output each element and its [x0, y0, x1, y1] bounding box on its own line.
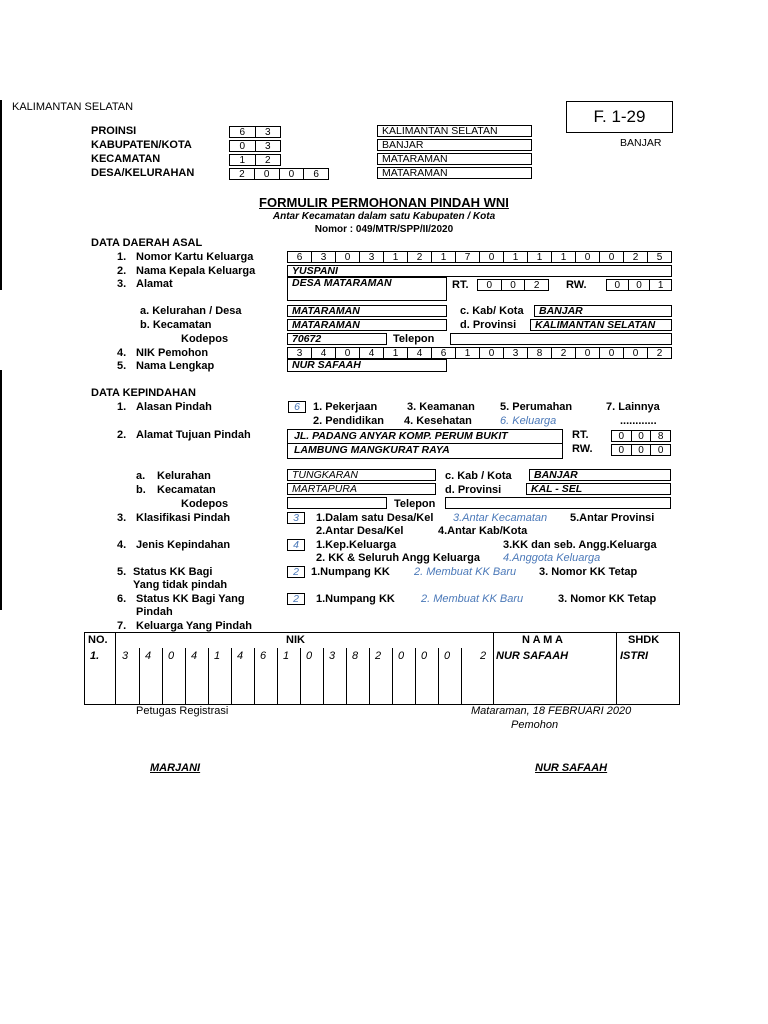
klas-opt-4: 4.Antar Kab/Kota — [438, 525, 528, 537]
alasan-opt-1: 1. Pekerjaan — [313, 401, 378, 413]
status1-opt-3: 3. Nomor KK Tetap — [539, 566, 638, 578]
asal-kodepos-value: 70672 — [287, 333, 387, 345]
table-row-nik-digit: 0 — [306, 650, 313, 662]
status1-opt-2: 2. Membuat KK Baru — [414, 566, 517, 578]
asal-kec-label: b. Kecamatan — [140, 319, 212, 331]
nama-value: NUR SAFAAH — [287, 359, 447, 372]
klas-opt-1: 1.Dalam satu Desa/Kel — [316, 512, 434, 524]
alasan-opt-4: 4. Kesehatan — [404, 415, 472, 427]
tujuan-kel-value: TUNGKARAN — [287, 469, 436, 481]
region-label-desa: DESA/KELURAHAN — [91, 167, 195, 179]
province-top-label: KALIMANTAN SELATAN — [12, 101, 134, 113]
status2-label: Status KK Bagi Yang — [136, 593, 245, 605]
alasan-opt-2: 2. Pendidikan — [313, 415, 384, 427]
status2-value: 2 — [287, 593, 305, 605]
form-number: Nomor : 049/MTR/SPP/II/2020 — [314, 224, 454, 235]
table-header-nama: N A M A — [522, 634, 563, 646]
pemohon-name: NUR SAFAAH — [535, 762, 608, 774]
tujuan-rw-digits: 0 0 0 — [611, 444, 671, 456]
jenis-opt-4: 4.Anggota Keluarga — [503, 552, 601, 564]
pemohon-label: Pemohon — [511, 719, 559, 731]
table-header-shdk: SHDK — [628, 634, 660, 646]
family-table — [84, 632, 680, 705]
status2-opt-2: 2. Membuat KK Baru — [421, 593, 524, 605]
alasan-opt-dots: ............ — [620, 415, 657, 427]
table-row-nik-digit: 2 — [480, 650, 487, 662]
status1-label: Status KK Bagi — [133, 566, 213, 578]
kk-number-digits: 6 3 0 3 1 2 1 7 0 1 1 1 0 0 2 5 — [287, 251, 672, 263]
asal-kec-value: MATARAMAN — [287, 319, 447, 331]
table-row-nik-digit: 6 — [260, 650, 267, 662]
page-edge-bar — [0, 370, 2, 610]
asal-rt-digits: 0 0 2 — [477, 279, 549, 291]
asal-kodepos-label: Kodepos — [181, 333, 229, 345]
status1-value: 2 — [287, 566, 305, 578]
keluarga-label: Keluarga Yang Pindah — [136, 620, 252, 632]
asal-rw-digits: 0 0 1 — [606, 279, 672, 291]
jenis-index: 4. — [117, 539, 127, 551]
table-nik-divider — [277, 648, 278, 705]
region-label-kabupaten: KABUPATEN/KOTA — [91, 139, 192, 151]
tujuan-rt-label: RT. — [572, 429, 589, 441]
jenis-label: Jenis Kepindahan — [136, 539, 231, 551]
table-divider — [493, 632, 494, 705]
table-row-nik-digit: 3 — [329, 650, 336, 662]
table-nik-divider — [208, 648, 209, 705]
tujuan-kab-label: c. Kab / Kota — [445, 470, 512, 482]
asal-rt-label: RT. — [452, 279, 469, 291]
status2-opt-3: 3. Nomor KK Tetap — [558, 593, 657, 605]
alasan-opt-6: 6. Keluarga — [500, 415, 557, 427]
tujuan-rw-label: RW. — [572, 443, 593, 455]
region-name-kecamatan: MATARAMAN — [377, 153, 532, 165]
tujuan-index: 2. — [117, 429, 127, 441]
tujuan-kab-value: BANJAR — [529, 469, 671, 481]
table-nik-divider — [162, 648, 163, 705]
alasan-value: 6 — [288, 401, 306, 413]
section-pindah-heading: DATA KEPINDAHAN — [91, 387, 196, 399]
tujuan-rt-digits: 0 0 8 — [611, 430, 671, 442]
asal-prov-label: d. Provinsi — [460, 319, 517, 331]
klas-label: Klasifikasi Pindah — [136, 512, 231, 524]
region-code-desa: 2 0 0 6 — [229, 168, 329, 180]
asal-kab-value: BANJAR — [534, 305, 672, 317]
kepala-value: YUSPANI — [287, 265, 672, 277]
table-nik-divider — [231, 648, 232, 705]
petugas-label: Petugas Registrasi — [136, 705, 229, 717]
table-nik-divider — [415, 648, 416, 705]
tujuan-kec-value: MARTAPURA — [287, 483, 436, 495]
tujuan-line-2: LAMBUNG MANGKURAT RAYA — [288, 443, 562, 457]
table-row-nik-digit: 3 — [122, 650, 129, 662]
alasan-opt-7: 7. Lainnya — [606, 401, 660, 413]
asal-prov-value: KALIMANTAN SELATAN — [530, 319, 672, 331]
jenis-opt-3: 3.KK dan seb. Angg.Keluarga — [503, 539, 657, 551]
nik-index: 4. — [117, 347, 127, 359]
nik-label: NIK Pemohon — [136, 347, 209, 359]
alasan-index: 1. — [117, 401, 127, 413]
region-label-province: PROINSI — [91, 125, 137, 137]
kepala-label: Nama Kepala Keluarga — [136, 265, 256, 277]
table-row-nik-digit: 2 — [375, 650, 382, 662]
tujuan-line-1: JL. PADANG ANYAR KOMP. PERUM BUKIT — [294, 430, 508, 442]
tujuan-prov-value: KAL - SEL — [526, 483, 671, 495]
klas-opt-3: 3.Antar Kecamatan — [453, 512, 548, 524]
form-code-box — [566, 101, 673, 133]
table-row-shdk: ISTRI — [620, 650, 649, 662]
asal-telepon-field — [450, 333, 672, 345]
table-nik-divider — [323, 648, 324, 705]
tujuan-kel-label: Kelurahan — [157, 470, 211, 482]
tujuan-kodepos-field — [287, 497, 387, 509]
region-code-kabupaten: 0 3 — [229, 140, 281, 152]
tujuan-label: Alamat Tujuan Pindah — [136, 429, 251, 441]
region-code-kecamatan: 1 2 — [229, 154, 281, 166]
table-row-nik-digit: 0 — [444, 650, 451, 662]
tujuan-kec-label: Kecamatan — [157, 484, 216, 496]
status1-index: 5. — [117, 566, 127, 578]
klas-opt-2: 2.Antar Desa/Kel — [316, 525, 404, 537]
klas-value: 3 — [287, 512, 305, 524]
status2-label-2: Pindah — [136, 606, 173, 618]
kk-number-label: Nomor Kartu Keluarga — [136, 251, 254, 263]
form-code: F. 1-29 — [593, 107, 646, 126]
table-row-nik-digit: 4 — [191, 650, 198, 662]
alasan-opt-3: 3. Keamanan — [407, 401, 475, 413]
asal-telepon-label: Telepon — [393, 333, 435, 345]
asal-kab-label: c. Kab/ Kota — [460, 305, 524, 317]
tujuan-prov-label: d. Provinsi — [445, 484, 502, 496]
status1-opt-1: 1.Numpang KK — [311, 566, 390, 578]
alamat-value: DESA MATARAMAN — [287, 277, 447, 301]
table-row-no: 1. — [90, 650, 100, 662]
status1-label-2: Yang tidak pindah — [133, 579, 228, 591]
petugas-name: MARJANI — [150, 762, 201, 774]
tujuan-kec-prefix: b. — [136, 484, 146, 496]
kepala-index: 2. — [117, 265, 127, 277]
alamat-label: Alamat — [136, 278, 173, 290]
table-row-nik-digit: 1 — [214, 650, 221, 662]
tujuan-address-box — [287, 429, 563, 459]
table-row-nik-digit: 0 — [421, 650, 428, 662]
table-row-nik-digit: 1 — [283, 650, 290, 662]
jenis-opt-1: 1.Kep.Keluarga — [316, 539, 397, 551]
alamat-index: 3. — [117, 278, 127, 290]
table-nik-divider — [346, 648, 347, 705]
table-divider — [115, 632, 116, 705]
jenis-value: 4 — [287, 539, 305, 551]
alasan-opt-5: 5. Perumahan — [500, 401, 573, 413]
region-name-province: KALIMANTAN SELATAN — [377, 125, 532, 137]
nama-index: 5. — [117, 360, 127, 372]
klas-index: 3. — [117, 512, 127, 524]
table-nik-divider — [185, 648, 186, 705]
nik-digits: 3 4 0 4 1 4 6 1 0 3 8 2 0 0 0 2 — [287, 347, 672, 359]
region-label-kecamatan: KECAMATAN — [91, 153, 161, 165]
banjar-label: BANJAR — [620, 137, 662, 149]
table-header-nik: NIK — [286, 634, 305, 646]
form-title: FORMULIR PERMOHONAN PINDAH WNI — [259, 195, 509, 210]
table-row-nik-digit: 4 — [237, 650, 244, 662]
table-row-nama: NUR SAFAAH — [496, 650, 569, 662]
table-nik-divider — [461, 648, 462, 705]
tujuan-telepon-label: Telepon — [394, 498, 436, 510]
status2-index: 6. — [117, 593, 127, 605]
table-row-nik-digit: 0 — [398, 650, 405, 662]
nama-label: Nama Lengkap — [136, 360, 215, 372]
table-header-no: NO. — [88, 634, 108, 646]
region-code-province: 6 3 — [229, 126, 281, 138]
kk-number-index: 1. — [117, 251, 127, 263]
table-nik-divider — [438, 648, 439, 705]
tujuan-telepon-field — [445, 497, 671, 509]
table-nik-divider — [392, 648, 393, 705]
asal-kel-value: MATARAMAN — [287, 305, 447, 317]
alasan-label: Alasan Pindah — [136, 401, 212, 413]
form-subtitle: Antar Kecamatan dalam satu Kabupaten / Kota — [272, 211, 496, 222]
table-nik-divider — [369, 648, 370, 705]
status2-opt-1: 1.Numpang KK — [316, 593, 395, 605]
keluarga-index: 7. — [117, 620, 127, 632]
region-name-kabupaten: BANJAR — [377, 139, 532, 151]
table-row-nik-digit: 4 — [145, 650, 152, 662]
klas-opt-5: 5.Antar Provinsi — [570, 512, 655, 524]
table-row-nik-digit: 0 — [168, 650, 175, 662]
table-row-nik-digit: 8 — [352, 650, 359, 662]
asal-rw-label: RW. — [566, 279, 587, 291]
section-asal-heading: DATA DAERAH ASAL — [91, 237, 203, 249]
table-nik-divider — [300, 648, 301, 705]
tujuan-kel-prefix: a. — [136, 470, 146, 482]
table-nik-divider — [139, 648, 140, 705]
jenis-opt-2: 2. KK & Seluruh Angg Keluarga — [316, 552, 481, 564]
asal-kel-label: a. Kelurahan / Desa — [140, 305, 242, 317]
tujuan-kodepos-label: Kodepos — [181, 498, 229, 510]
region-name-desa: MATARAMAN — [377, 167, 532, 179]
table-nik-divider — [254, 648, 255, 705]
place-date: Mataraman, 18 FEBRUARI 2020 — [471, 705, 632, 717]
table-divider — [616, 632, 617, 705]
